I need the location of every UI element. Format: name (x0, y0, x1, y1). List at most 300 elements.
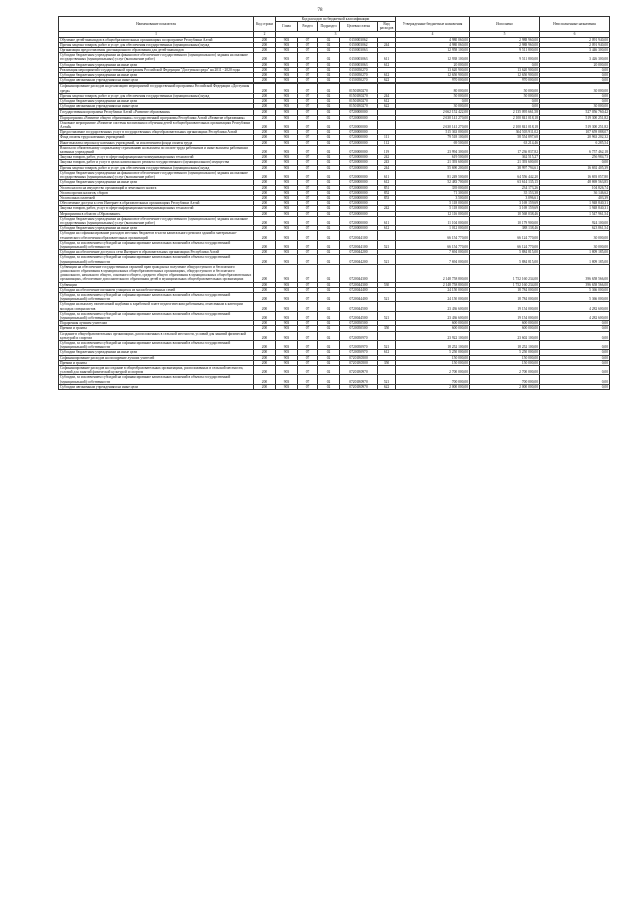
row-name: Обучение детей-инвалидов в общеобразовательных организациях по программе Республики Алтай (59, 37, 254, 42)
row-razdel: 07 (298, 104, 318, 109)
row-name: Субвенции (59, 282, 254, 287)
row-target: 0720050970 (340, 341, 378, 350)
row-razdel: 07 (298, 93, 318, 98)
table-row (59, 120, 610, 129)
row-razdel: 07 (298, 99, 318, 104)
row-name: Субсидии на обеспечение питанием учащихся из малообеспеченных семей (59, 287, 254, 292)
row-target: 0720000000 (340, 226, 378, 231)
row-name: Уплата прочих налогов, сборов (59, 190, 254, 195)
row-line-code: 200 (254, 190, 276, 195)
row-name: Закупка товаров, работ, услуг в сфере информационно-коммуникационных технологий (59, 155, 254, 160)
row-target: 01501R0270 (340, 104, 378, 109)
row-podrazdel: 02 (318, 53, 340, 62)
row-target: 0720050970 (340, 331, 378, 340)
row-glava: 903 (276, 145, 298, 154)
row-name: Прочая закупка товаров, работ и услуг для обеспечения государственных (муниципальных) нужд (59, 165, 254, 170)
row-glava: 903 (276, 211, 298, 216)
row-target: 0150050270 (340, 78, 378, 83)
row-executed: 2 988 960,00 (470, 42, 540, 47)
row-line-code: 200 (254, 231, 276, 240)
row-executed: 150 000,00 (470, 360, 540, 365)
row-name: Софинансирование расходов на создание в общеобразовательных организациях, расположенных в сельской местности, условий для занятий физической культурой и спортом (59, 366, 254, 375)
row-glava: 903 (276, 99, 298, 104)
row-target: 0720000000 (340, 130, 378, 135)
row-razdel: 07 (298, 302, 318, 311)
row-executed: 3 169 159,69 (470, 201, 540, 206)
row-podrazdel: 02 (318, 355, 340, 360)
row-podrazdel: 02 (318, 201, 340, 206)
table-row (59, 255, 610, 264)
row-name: Субсидии, за исключением субсидий на софинансирование капитальных вложений в объекты государственной (муниципальной) собственности (59, 255, 254, 264)
row-line-code: 200 (254, 375, 276, 384)
row-executed: 2 100 841 018,18 (470, 115, 540, 120)
header-podrazdel: Подраздел (318, 22, 340, 31)
row-line-code: 200 (254, 250, 276, 255)
row-podrazdel: 02 (318, 206, 340, 211)
row-target: 0720000000 (340, 180, 378, 185)
row-name: Субсидии, за исключением субсидий на софинансирование капитальных вложений в объекты государственной (муниципальной) собственности (59, 341, 254, 350)
row-podrazdel: 02 (318, 73, 340, 78)
row-expense-type: 243 (378, 160, 396, 165)
row-line-code: 200 (254, 110, 276, 115)
row-unexecuted: 2 091 940,00 (540, 37, 610, 42)
row-glava: 903 (276, 104, 298, 109)
row-target: 0720000000 (340, 115, 378, 120)
row-glava: 903 (276, 37, 298, 42)
header-classification: Код расходов по бюджетной классификации (276, 17, 396, 22)
row-target: 0150003063 (340, 48, 378, 53)
row-razdel: 07 (298, 366, 318, 375)
row-unexecuted: 6 757 462,18 (540, 145, 610, 154)
row-executed: 19 154 000,00 (470, 311, 540, 320)
row-approved: 79 518 100,00 (396, 135, 470, 140)
row-podrazdel: 02 (318, 130, 340, 135)
row-target: 0720000000 (340, 155, 378, 160)
row-expense-type: 530 (378, 282, 396, 287)
row-name: Субсидии бюджетным учреждениям на финансовое обеспечение государственного (муниципального) задания на оказание государственных (муниципальных) услуг (выполнение работ) (59, 216, 254, 225)
row-razdel: 07 (298, 110, 318, 115)
row-glava: 903 (276, 78, 298, 83)
table-row (59, 341, 610, 350)
row-target: 07201R0500 (340, 355, 378, 360)
row-name: Субсидии, за исключением субсидий на софинансирование капитальных вложений в объекты государственной (муниципальной) собственности (59, 292, 254, 301)
row-target: 0720044500 (340, 302, 378, 311)
row-unexecuted: 0,00 (540, 355, 610, 360)
row-expense-type: 119 (378, 145, 396, 154)
row-podrazdel: 02 (318, 216, 340, 225)
row-target: 0720000000 (340, 170, 378, 179)
row-razdel: 07 (298, 185, 318, 190)
row-expense-type: 111 (378, 135, 396, 140)
row-unexecuted: 4 282 600,00 (540, 311, 610, 320)
row-approved: 0,00 (396, 99, 470, 104)
row-executed: 600 000,00 (470, 326, 540, 331)
row-approved: 150 000,00 (396, 355, 470, 360)
row-target: 0150003062 (340, 42, 378, 47)
row-name: Уплата налога на имущество организаций и земельного налога (59, 185, 254, 190)
row-glava: 903 (276, 292, 298, 301)
row-executed: 17 236 837,82 (470, 145, 540, 154)
row-unexecuted: 36 146,62 (540, 190, 610, 195)
row-target: 0150050270 (340, 67, 378, 72)
row-name: Премии и гранты (59, 326, 254, 331)
row-approved: 18 252 100,00 (396, 341, 470, 350)
row-executed: 700 000,00 (470, 375, 540, 384)
row-name: Предоставление государственных услуг в государственных общеобразовательных организациях Республики Алтай (59, 130, 254, 135)
row-glava: 903 (276, 375, 298, 384)
row-approved: 2 148 758 800,00 (396, 264, 470, 282)
row-line-code: 200 (254, 206, 276, 211)
index-cell: 3 (276, 31, 396, 37)
row-expense-type: 612 (378, 226, 396, 231)
row-razdel: 07 (298, 240, 318, 249)
row-approved: 52 483 700,00 (396, 180, 470, 185)
row-name: Фонд оплаты труда казенных учреждений (59, 135, 254, 140)
row-unexecuted: 2 091 940,00 (540, 42, 610, 47)
row-approved: 66 154 770,00 (396, 231, 470, 240)
row-executed: 18 784 000,00 (470, 287, 540, 292)
row-podrazdel: 02 (318, 42, 340, 47)
index-cell: 5 (470, 31, 540, 37)
row-target: 0720050500 (340, 326, 378, 331)
row-executed: 2 135 095 661,58 (470, 110, 540, 115)
row-line-code: 200 (254, 366, 276, 375)
row-approved: 3 500,00 (396, 195, 470, 200)
row-podrazdel: 02 (318, 110, 340, 115)
row-name: Субсидии автономным учреждениям на иные цели (59, 384, 254, 389)
row-unexecuted: 924 100,00 (540, 216, 610, 225)
row-target: 0720044100 (340, 231, 378, 240)
index-cell: 6 (540, 31, 610, 37)
header-razdel: Раздел (298, 22, 318, 31)
row-glava: 903 (276, 170, 298, 179)
row-name: Субсидии бюджетным учреждениям на иные цели (59, 226, 254, 231)
row-razdel: 07 (298, 264, 318, 282)
row-podrazdel: 02 (318, 311, 340, 320)
row-unexecuted: 0,00 (540, 384, 610, 389)
row-expense-type: 242 (378, 206, 396, 211)
row-executed: 63 614 135,15 (470, 180, 540, 185)
row-approved: 30 000,00 (396, 104, 470, 109)
row-expense-type: 521 (378, 255, 396, 264)
row-expense-type (378, 264, 396, 282)
row-podrazdel: 02 (318, 165, 340, 170)
row-target: 0720044400 (340, 292, 378, 301)
row-line-code: 200 (254, 78, 276, 83)
row-razdel: 07 (298, 282, 318, 287)
row-expense-type: 112 (378, 140, 396, 145)
header-expense-type: Вид расходов (378, 22, 396, 31)
row-unexecuted: 396 658 566,00 (540, 264, 610, 282)
header-line-code: Код строки (254, 17, 276, 32)
row-executed: 10 568 038,46 (470, 211, 540, 216)
row-name: Субсидии бюджетным учреждениям на финансовое обеспечение государственного (муниципального) задания на оказание государственных (муниципальных) услуг (выполнение работ) (59, 53, 254, 62)
row-expense-type: 611 (378, 170, 396, 179)
row-podrazdel: 02 (318, 37, 340, 42)
row-podrazdel: 02 (318, 78, 340, 83)
row-unexecuted: 519 300 251,82 (540, 115, 610, 120)
row-glava: 903 (276, 250, 298, 255)
row-glava: 903 (276, 287, 298, 292)
row-expense-type: 853 (378, 195, 396, 200)
row-razdel: 07 (298, 37, 318, 42)
row-line-code: 200 (254, 264, 276, 282)
row-executed: 5 884 815,00 (470, 255, 540, 264)
row-approved: 1 012 000,00 (396, 226, 470, 231)
row-approved: 81 249 500,00 (396, 170, 470, 179)
table-row (59, 216, 610, 225)
row-target: 0720000000 (340, 165, 378, 170)
row-executed: 63 214,46 (470, 140, 540, 145)
row-razdel: 07 (298, 160, 318, 165)
row-line-code: 200 (254, 255, 276, 264)
row-expense-type: 612 (378, 62, 396, 67)
row-target: 0720000000 (340, 190, 378, 195)
row-approved: 600 000,00 (396, 321, 470, 326)
row-name: Субсидии автономным учреждениям на иные цели (59, 78, 254, 83)
row-name: Прочая закупка товаров, работ и услуг для обеспечения государственных (муниципальных) нужд (59, 93, 254, 98)
row-unexecuted: 527 056 760,42 (540, 110, 610, 115)
row-name: Основное мероприятие «Развитие системы воспитания и обучения детей в общеобразовательных организациях Республики Алтай» (59, 120, 254, 129)
row-target: 01501R0270 (340, 99, 378, 104)
row-razdel: 07 (298, 321, 318, 326)
row-executed: 1 752 160 234,00 (470, 282, 540, 287)
row-approved: 23 994 300,00 (396, 145, 470, 154)
row-line-code: 200 (254, 130, 276, 135)
row-name: Организация предоставления дистанционного образования для детей-инвалидов (59, 48, 254, 53)
row-executed: 3 169 159,69 (470, 206, 540, 211)
row-line-code: 200 (254, 67, 276, 72)
row-expense-type (378, 231, 396, 240)
row-target: 07201R0970 (340, 366, 378, 375)
row-razdel: 07 (298, 48, 318, 53)
row-expense-type (378, 84, 396, 93)
row-razdel: 07 (298, 206, 318, 211)
row-name: Субвенции на обеспечение государственных гарантий прав граждан на получение общедоступного и бесплатного дошкольного образования в муниципальных общеобразовательных организациях, общедоступного и бесплатного дошкольного, начального общего, основного общего, среднего общего образования в муниципальных общеобразовательных организациях, обеспечение дополнительного образования детей в муниципальных общеобразовательных организациях (59, 264, 254, 282)
row-glava: 903 (276, 120, 298, 129)
row-approved: 24 150 000,00 (396, 292, 470, 301)
row-approved: 5 118 000,00 (396, 201, 470, 206)
row-unexecuted: 5 366 000,00 (540, 292, 610, 301)
row-approved: 80 000,00 (396, 84, 470, 93)
row-podrazdel: 02 (318, 48, 340, 53)
row-line-code: 200 (254, 195, 276, 200)
row-target: 0720044200 (340, 255, 378, 264)
row-razdel: 07 (298, 84, 318, 93)
row-glava: 903 (276, 48, 298, 53)
row-unexecuted: 107 659 088,07 (540, 130, 610, 135)
row-expense-type: 521 (378, 311, 396, 320)
row-razdel: 07 (298, 226, 318, 231)
row-name: Реализация мероприятий государственной программы Российской Федерации "Доступная среда" на 2011 - 2020 годы (59, 67, 254, 72)
row-podrazdel: 02 (318, 195, 340, 200)
row-name: Субсидии бюджетным учреждениям на финансовое обеспечение государственного (муниципального) задания на оказание государственных (муниципальных) услуг (выполнение работ) (59, 170, 254, 179)
row-razdel: 07 (298, 350, 318, 355)
row-line-code: 200 (254, 48, 276, 53)
row-glava: 903 (276, 180, 298, 185)
row-executed: 35 153,38 (470, 190, 540, 195)
row-expense-type: 611 (378, 216, 396, 225)
table-row (59, 292, 610, 301)
row-glava: 903 (276, 311, 298, 320)
row-expense-type (378, 331, 396, 340)
row-line-code: 200 (254, 201, 276, 206)
row-razdel: 07 (298, 73, 318, 78)
row-line-code: 200 (254, 170, 276, 179)
row-glava: 903 (276, 240, 298, 249)
row-glava: 903 (276, 195, 298, 200)
row-glava: 903 (276, 62, 298, 67)
table-row (59, 240, 610, 249)
row-razdel: 07 (298, 155, 318, 160)
row-unexecuted: 0,00 (540, 78, 610, 83)
row-podrazdel: 02 (318, 231, 340, 240)
row-unexecuted: 5 366 000,00 (540, 287, 610, 292)
row-target: 0720044200 (340, 250, 378, 255)
row-expense-type (378, 120, 396, 129)
row-executed: 970 000,00 (470, 78, 540, 83)
row-executed: 64 556 442,20 (470, 170, 540, 179)
row-target: 07201R0970 (340, 375, 378, 384)
table-row (59, 53, 610, 62)
row-expense-type: 521 (378, 375, 396, 384)
row-podrazdel: 02 (318, 99, 340, 104)
row-podrazdel: 02 (318, 326, 340, 331)
row-glava: 903 (276, 331, 298, 340)
row-podrazdel: 02 (318, 155, 340, 160)
row-name: Премии и гранты (59, 360, 254, 365)
row-approved: 2 148 758 800,00 (396, 282, 470, 287)
row-approved: 23 922 100,00 (396, 331, 470, 340)
row-line-code: 200 (254, 155, 276, 160)
row-line-code: 200 (254, 287, 276, 292)
row-razdel: 07 (298, 292, 318, 301)
row-expense-type: 852 (378, 190, 396, 195)
row-executed: 362 515,27 (470, 155, 540, 160)
row-executed: 12 650 900,00 (470, 73, 540, 78)
row-executed: 5 884 815,00 (470, 250, 540, 255)
row-razdel: 07 (298, 67, 318, 72)
table-row (59, 331, 610, 340)
row-unexecuted: 396 658 566,00 (540, 282, 610, 287)
page-number: 78 (317, 8, 323, 13)
row-podrazdel: 02 (318, 180, 340, 185)
row-glava: 903 (276, 130, 298, 135)
row-target: 0720000000 (340, 206, 378, 211)
row-expense-type (378, 366, 396, 375)
row-glava: 903 (276, 264, 298, 282)
table-row (59, 84, 610, 93)
row-approved: 5 250 000,00 (396, 350, 470, 355)
row-razdel: 07 (298, 211, 318, 216)
row-line-code: 200 (254, 331, 276, 340)
row-razdel: 07 (298, 145, 318, 154)
row-target: 0150003062 (340, 37, 378, 42)
row-name: Субсидии на выплату ежемесячной надбавки к заработной плате педагогическим работникам, отнесенным к категории молодых специалистов (59, 302, 254, 311)
row-unexecuted: 0,00 (540, 93, 610, 98)
row-unexecuted: 1 948 840,31 (540, 206, 610, 211)
header-target: Целевая статья (340, 22, 378, 31)
row-approved: 2 000 000,00 (396, 384, 470, 389)
row-executed: 2 100 841 018,18 (470, 120, 540, 129)
row-expense-type: 612 (378, 99, 396, 104)
row-podrazdel: 02 (318, 62, 340, 67)
row-glava: 903 (276, 216, 298, 225)
row-unexecuted: 0,00 (540, 341, 610, 350)
header-glava: Глава (276, 22, 298, 31)
row-line-code: 200 (254, 62, 276, 67)
row-target: 07201R0500 (340, 360, 378, 365)
row-expense-type: 521 (378, 292, 396, 301)
row-line-code: 200 (254, 73, 276, 78)
row-glava: 903 (276, 321, 298, 326)
row-unexecuted: 6 285,54 (540, 140, 610, 145)
row-executed: 0,00 (470, 99, 540, 104)
row-executed: 18 252 100,00 (470, 341, 540, 350)
row-unexecuted: 519 300 251,82 (540, 120, 610, 129)
table-row (59, 375, 610, 384)
row-executed: 19 154 000,00 (470, 302, 540, 311)
row-line-code: 200 (254, 165, 276, 170)
row-unexecuted: 30 000,00 (540, 104, 610, 109)
table-body (59, 37, 610, 389)
row-target: 0720000000 (340, 145, 378, 154)
row-target: 0720044300 (340, 264, 378, 282)
row-target: 0720044400 (340, 287, 378, 292)
row-expense-type: 521 (378, 240, 396, 249)
row-unexecuted: 4 282 600,00 (540, 302, 610, 311)
row-expense-type (378, 302, 396, 311)
row-unexecuted: 30 000,00 (540, 231, 610, 240)
row-razdel: 07 (298, 201, 318, 206)
row-name: Закупка товаров, работ, услуг в сфере информационно-коммуникационных технологий (59, 206, 254, 211)
row-line-code: 200 (254, 120, 276, 129)
row-name: Обеспечение доступа к сети Интернет в образовательных организациях Республики Алтай (59, 201, 254, 206)
row-executed: 23 602 100,00 (470, 331, 540, 340)
row-unexecuted: 104 826,74 (540, 185, 610, 190)
row-glava: 903 (276, 206, 298, 211)
row-target: 0150003063 (340, 62, 378, 67)
header-unexecuted: Неисполненные назначения (540, 17, 610, 32)
row-approved: 23 436 600,00 (396, 311, 470, 320)
row-target: 0720000000 (340, 195, 378, 200)
row-name: Субсидии бюджетным учреждениям на иные цели (59, 62, 254, 67)
row-line-code: 200 (254, 115, 276, 120)
row-name: Субсидии на софинансирование расходов местных бюджетов в части капитального ремонта зданий и материально-технического обеспечения образовательных организаций (59, 231, 254, 240)
row-name: Субсидии, за исключением субсидий на софинансирование капитальных вложений в объекты государственной (муниципальной) собственности (59, 375, 254, 384)
row-approved: 66 154 770,00 (396, 240, 470, 249)
row-approved: 619 500,00 (396, 155, 470, 160)
row-razdel: 07 (298, 216, 318, 225)
row-approved: 5 118 000,00 (396, 206, 470, 211)
row-approved: 339 000,00 (396, 185, 470, 190)
row-glava: 903 (276, 282, 298, 287)
row-target: 0720000000 (340, 160, 378, 165)
row-name: Закупка товаров, работ и услуг в целях капитального ремонта государственного (муниципального) имущества (59, 160, 254, 165)
row-razdel: 07 (298, 120, 318, 129)
row-name: Государственная программа Республики Алтай «Развитие образования» (59, 110, 254, 115)
row-expense-type: 350 (378, 360, 396, 365)
row-unexecuted: 3 426 300,00 (540, 53, 610, 62)
row-approved: 55 690 200,00 (396, 165, 470, 170)
row-expense-type: 622 (378, 384, 396, 389)
row-approved: 23 436 600,00 (396, 302, 470, 311)
row-executed: 0,00 (470, 104, 540, 109)
row-target: 0150003063 (340, 53, 378, 62)
row-podrazdel: 02 (318, 240, 340, 249)
row-approved: 4 980 060,00 (396, 37, 470, 42)
row-line-code: 200 (254, 37, 276, 42)
